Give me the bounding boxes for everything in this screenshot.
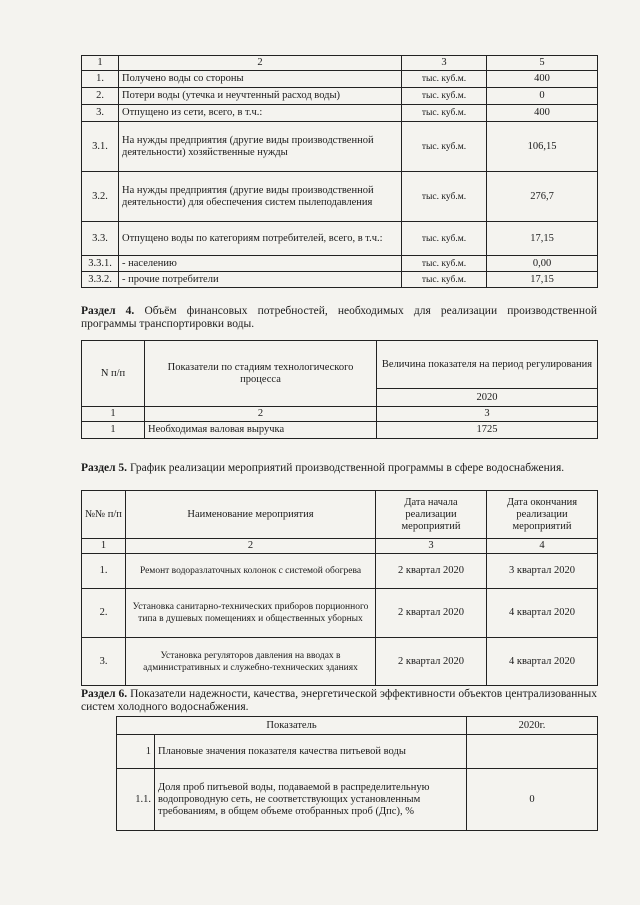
row-name: Необходимая валовая выручка <box>145 422 377 439</box>
header-year: 2020 <box>377 389 598 407</box>
header-cell: 1 <box>82 56 119 71</box>
water-balance-table <box>81 55 598 288</box>
row-number: 3.3. <box>82 222 119 256</box>
row-number: 2. <box>82 88 119 105</box>
row-unit: тыс. куб.м. <box>402 105 487 122</box>
header-cell: 5 <box>487 56 598 71</box>
quality-indicators-table <box>116 716 598 831</box>
row-name: Отпущено воды по категориям потребителей, всего, в т.ч.: <box>119 222 402 256</box>
index-cell: 1 <box>82 539 126 554</box>
table-row <box>82 554 598 589</box>
table-row <box>82 589 598 638</box>
row-value: 0,00 <box>487 256 598 272</box>
row-end: 3 квартал 2020 <box>487 554 598 589</box>
header-indicator: Показатель <box>117 717 467 735</box>
index-cell: 2 <box>126 539 376 554</box>
header-num: №№ п/п <box>82 491 126 539</box>
row-unit: тыс. куб.м. <box>402 256 487 272</box>
header-end: Дата окончания реализации мероприятий <box>487 491 598 539</box>
row-number: 3. <box>82 638 126 686</box>
index-cell: 4 <box>487 539 598 554</box>
row-number: 3.3.1. <box>82 256 119 272</box>
row-number: 1 <box>117 735 155 769</box>
schedule-table <box>81 490 598 686</box>
table-row <box>82 222 598 256</box>
section-text: Объём финансовых потребностей, необходимых для реализации производственной программы транспортировки воды. <box>81 305 597 330</box>
table-row <box>82 122 598 172</box>
row-name: - населению <box>119 256 402 272</box>
row-value <box>467 735 598 769</box>
table-row <box>82 638 598 686</box>
row-value: 0 <box>467 769 598 831</box>
row-number: 1.1. <box>117 769 155 831</box>
row-name: На нужды предприятия (другие виды производственной деятельности) хозяйственные нужды <box>119 122 402 172</box>
table-row <box>82 105 598 122</box>
index-cell: 1 <box>82 407 145 422</box>
row-number: 3.2. <box>82 172 119 222</box>
table-row <box>82 256 598 272</box>
row-value: 106,15 <box>487 122 598 172</box>
row-name: Потери воды (утечка и неучтенный расход воды) <box>119 88 402 105</box>
header-cell: 3 <box>402 56 487 71</box>
financial-needs-table <box>81 340 598 439</box>
row-name: Установка регуляторов давления на вводах в административных и служебно-технических зданиях <box>126 638 376 686</box>
row-name: На нужды предприятия (другие виды производственной деятельности) для обеспечения систем пылеподавления <box>119 172 402 222</box>
row-start: 2 квартал 2020 <box>376 554 487 589</box>
row-number: 2. <box>82 589 126 638</box>
row-value: 17,15 <box>487 272 598 288</box>
index-cell: 3 <box>376 539 487 554</box>
table-row <box>82 422 598 439</box>
row-number: 1 <box>82 422 145 439</box>
header-event: Наименование мероприятия <box>126 491 376 539</box>
row-name: Плановые значения показателя качества питьевой воды <box>155 735 467 769</box>
section-text: Показатели надежности, качества, энергетической эффективности объектов централизованных систем холодного водоснабжения. <box>81 688 597 713</box>
row-value: 400 <box>487 71 598 88</box>
row-end: 4 квартал 2020 <box>487 589 598 638</box>
row-number: 3.1. <box>82 122 119 172</box>
header-year: 2020г. <box>467 717 598 735</box>
row-number: 1. <box>82 71 119 88</box>
row-number: 1. <box>82 554 126 589</box>
row-value: 0 <box>487 88 598 105</box>
index-cell: 2 <box>145 407 377 422</box>
header-start: Дата начала реализации мероприятий <box>376 491 487 539</box>
section-label: Раздел 6. <box>81 688 128 700</box>
row-number: 3. <box>82 105 119 122</box>
row-number: 3.3.2. <box>82 272 119 288</box>
row-name: Получено воды со стороны <box>119 71 402 88</box>
table-row <box>117 769 598 831</box>
index-row <box>82 407 598 422</box>
row-name: Установка санитарно-технических приборов порционного типа в душевых помещениях и общественных уборных <box>126 589 376 638</box>
section-text: График реализации мероприятий производственной программы в сфере водоснабжения. <box>129 462 565 474</box>
row-value: 400 <box>487 105 598 122</box>
row-start: 2 квартал 2020 <box>376 638 487 686</box>
row-start: 2 квартал 2020 <box>376 589 487 638</box>
index-cell: 3 <box>377 407 598 422</box>
table-row <box>82 88 598 105</box>
header-indicator: Показатели по стадиям технологического процесса <box>145 341 377 407</box>
row-value: 17,15 <box>487 222 598 256</box>
row-end: 4 квартал 2020 <box>487 638 598 686</box>
row-value: 1725 <box>377 422 598 439</box>
index-row <box>82 539 598 554</box>
table-row <box>117 735 598 769</box>
section-label: Раздел 4. <box>81 305 135 317</box>
row-unit: тыс. куб.м. <box>402 88 487 105</box>
table-row <box>82 71 598 88</box>
row-name: - прочие потребители <box>119 272 402 288</box>
row-name: Доля проб питьевой воды, подаваемой в распределительную водопроводную сеть, не соответствующих установленным требованиям, в общем объеме отобранных проб (Дпс), % <box>155 769 467 831</box>
row-unit: тыс. куб.м. <box>402 71 487 88</box>
row-value: 276,7 <box>487 172 598 222</box>
section-4-heading <box>81 305 597 331</box>
row-name: Ремонт водоразлаточных колонок с системой обогрева <box>126 554 376 589</box>
table-header-row <box>82 56 598 71</box>
header-num: N п/п <box>82 341 145 407</box>
header-value: Величина показателя на период регулирования <box>377 341 598 389</box>
section-5-heading <box>81 462 597 475</box>
header-cell: 2 <box>119 56 402 71</box>
row-unit: тыс. куб.м. <box>402 122 487 172</box>
section-label: Раздел 5. <box>81 462 128 474</box>
section-6-heading <box>81 688 597 714</box>
table-row <box>82 172 598 222</box>
row-unit: тыс. куб.м. <box>402 222 487 256</box>
row-name: Отпущено из сети, всего, в т.ч.: <box>119 105 402 122</box>
row-unit: тыс. куб.м. <box>402 272 487 288</box>
row-unit: тыс. куб.м. <box>402 172 487 222</box>
table-row <box>82 272 598 288</box>
